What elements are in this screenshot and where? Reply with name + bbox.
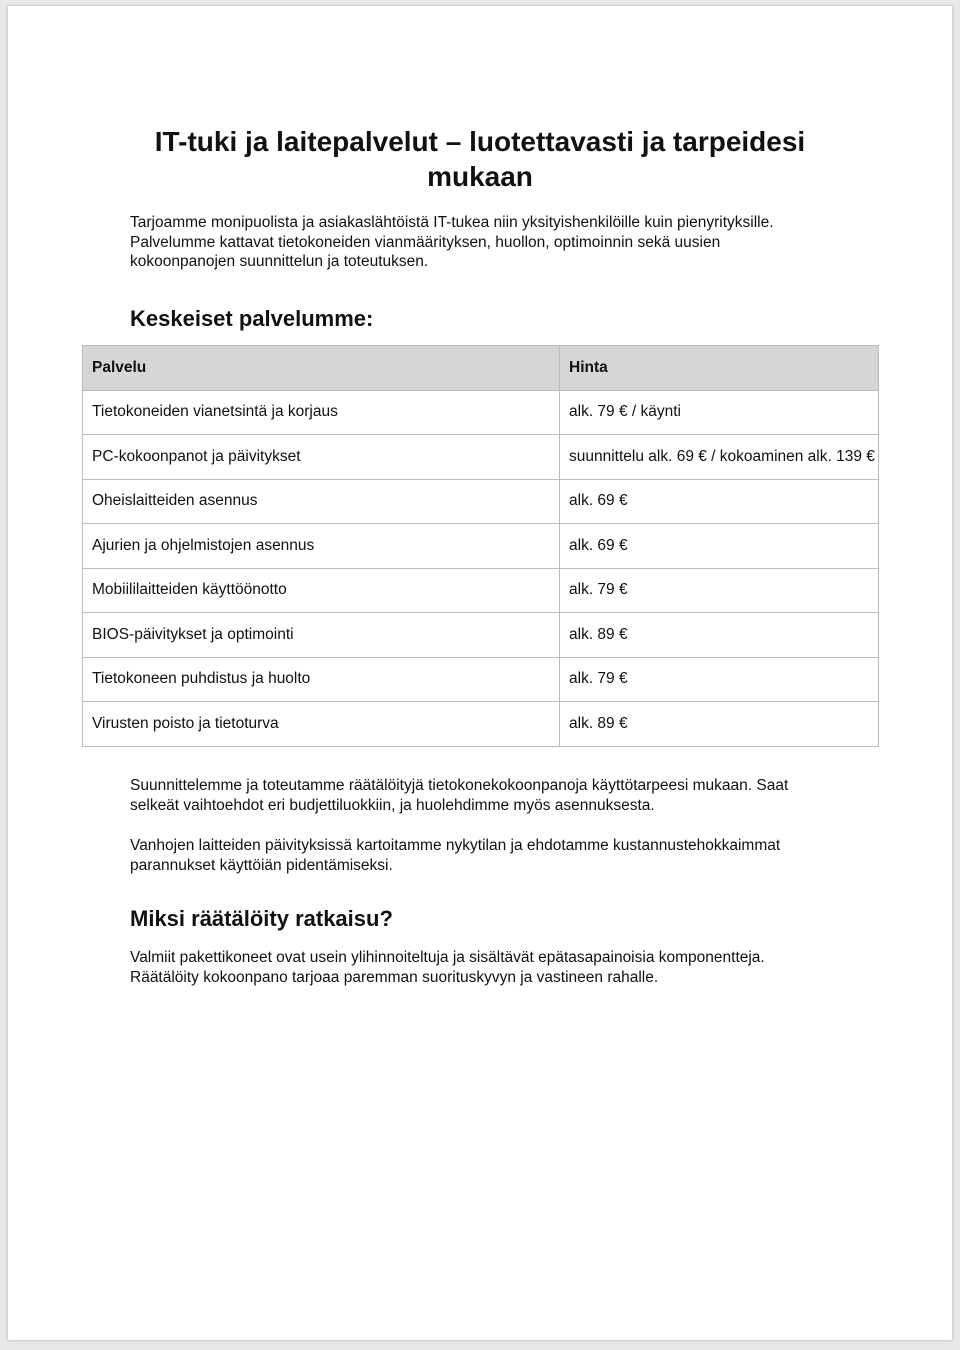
price-cell: alk. 69 € [560,479,879,524]
intro-line: Tarjoamme monipuolista ja asiakaslähtöistä IT-tukea niin yksityishenkilöille kuin pienyrityksille. [130,214,774,231]
price-cell: alk. 69 € [560,524,879,569]
table-header-row [83,346,879,391]
paragraph-line: Suunnittelemme ja toteutamme räätälöityjä tietokonekokoonpanoja käyttötarpeesi mukaan. Saat [130,777,789,794]
table-row [83,479,879,524]
custom-build-paragraph [130,776,830,815]
price-cell: alk. 79 € / käynti [560,390,879,435]
service-cell: BIOS-päivitykset ja optimointi [83,613,560,658]
page-title [0,124,960,194]
service-cell: Virusten poisto ja tietoturva [83,702,560,747]
paragraph-line: Vanhojen laitteiden päivityksissä kartoitamme nykytilan ja ehdotamme kustannustehokkaimmat [130,837,781,854]
price-cell: alk. 89 € [560,702,879,747]
intro-line: Palvelumme kattavat tietokoneiden vianmäärityksen, huollon, optimoinnin sekä uusien [130,233,721,251]
paragraph-line: Räätälöity kokoonpano tarjoaa paremman suorituskyvyn ja vastineen rahalle. [130,968,659,986]
paragraph-line: parannukset käyttöiän pidentämiseksi. [130,856,393,874]
price-cell: alk. 79 € [560,657,879,702]
service-cell: Mobiililaitteiden käyttöönotto [83,568,560,613]
price-cell: alk. 89 € [560,613,879,658]
upgrade-paragraph [130,836,830,875]
intro-paragraph [130,213,830,272]
service-cell: Oheislaitteiden asennus [83,479,560,524]
table-row [83,435,879,480]
why-paragraph [130,948,830,987]
table-row [83,657,879,702]
service-cell: Tietokoneiden vianetsintä ja korjaus [83,390,560,435]
table-row [83,390,879,435]
services-heading: Keskeiset palvelumme: [130,306,374,331]
price-cell: suunnittelu alk. 69 € / kokoaminen alk. 139 € [560,435,879,480]
price-cell: alk. 79 € [560,568,879,613]
price-table [82,345,879,747]
paragraph-line: selkeät vaihtoehdot eri budjettiluokkiin, ja huolehdimme myös asennuksesta. [130,796,655,814]
paragraph-line: Valmiit pakettikoneet ovat usein ylihinnoiteltuja ja sisältävät epätasapainoisia komponentteja. [130,949,765,966]
table-row [83,613,879,658]
service-cell: Ajurien ja ohjelmistojen asennus [83,524,560,569]
table-row [83,568,879,613]
title-line: IT-tuki ja laitepalvelut – luotettavasti ja tarpeidesi [154,126,806,157]
table-row [83,702,879,747]
column-header-service: Palvelu [83,346,560,391]
column-header-price: Hinta [560,346,879,391]
service-cell: Tietokoneen puhdistus ja huolto [83,657,560,702]
service-cell: PC-kokoonpanot ja päivitykset [83,435,560,480]
table-row [83,524,879,569]
intro-line: kokoonpanojen suunnittelun ja toteutuksen. [130,253,429,270]
title-line: mukaan [427,161,533,192]
why-heading: Miksi räätälöity ratkaisu? [130,906,393,931]
